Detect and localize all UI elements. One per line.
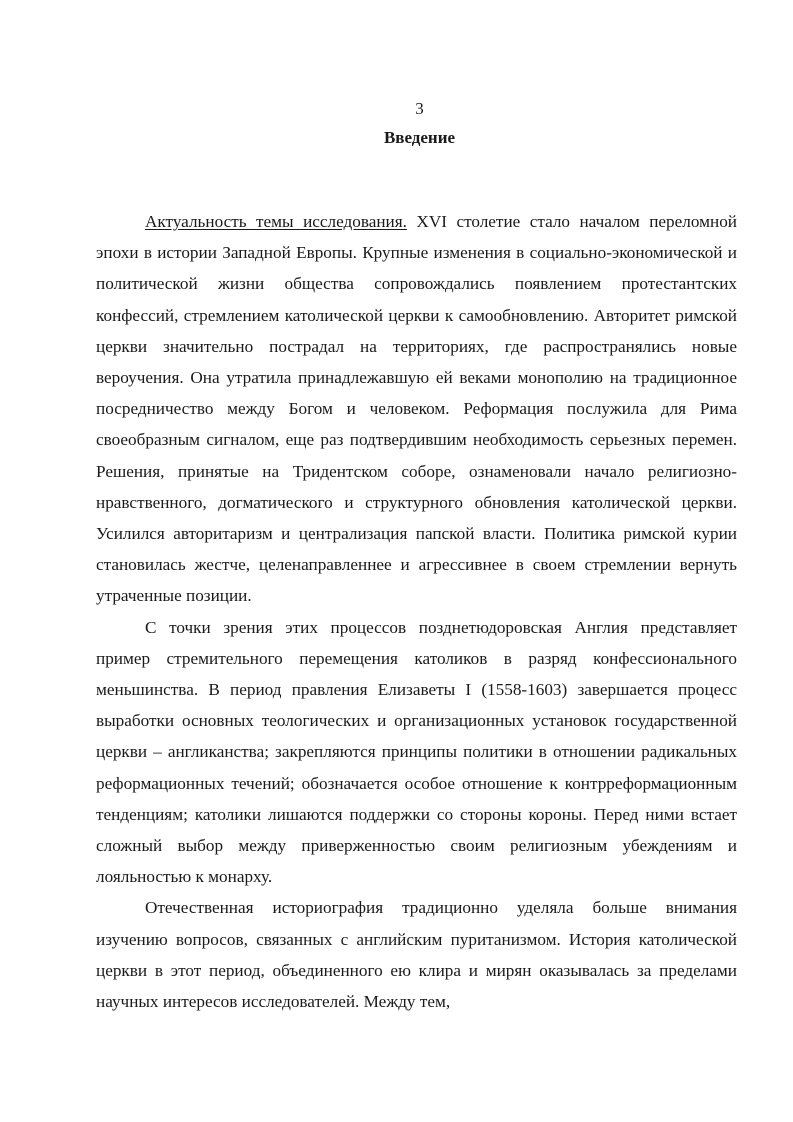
paragraph-relevance: [96, 206, 737, 612]
relevance-heading: Актуальность темы исследования.: [145, 212, 407, 231]
paragraph-relevance-text: XVI столетие стало началом переломной эпохи в истории Западной Европы. Крупные изменения в социально-экономической и политической жизни общества сопровождались появлением протестантских конфессий, стремлением католической церкви к самообновлению. Авторитет римской церкви значительно пострадал на территориях, где распространялись новые вероучения. Она утратила принадлежавшую ей веками монополию на традиционное посредничество между Богом и человеком. Реформация послужила для Рима своеобразным сигналом, еще раз подтвердившим необходимость серьезных перемен. Решения, принятые на Тридентском соборе, ознаменовали начало религиозно-нравственного, догматического и структурного обновления католической церкви. Усилился авторитаризм и централизация папской власти. Политика римской курии становилась жестче, целенаправленнее и агрессивнее в своем стремлении вернуть утраченные позиции.: [96, 212, 737, 606]
paragraph-england: С точки зрения этих процессов позднетюдоровская Англия представляет пример стремительного перемещения католиков в разряд конфессионального меньшинства. В период правления Елизаветы I (1558-1603) завершается процесс выработки основных теологических и организационных установок государственной церкви – англиканства; закрепляются принципы политики в отношении радикальных реформационных течений; обозначается особое отношение к контрреформационным тенденциям; католики лишаются поддержки со стороны короны. Перед ними встает сложный выбор между приверженностью своим религиозным убеждениям и лояльностью к монарху.: [96, 617, 737, 887]
page-number: 3: [415, 99, 424, 118]
paragraph-historiography: Отечественная историография традиционно уделяла больше внимания изучению вопросов, связанных с английским пуританизмом. История католической церкви в этот период, объединенного ею клира и мирян оказывалась за пределами научных интересов исследователей. Между тем,: [96, 898, 737, 1012]
page-title: Введение: [383, 128, 456, 147]
body-text: [96, 206, 737, 1017]
